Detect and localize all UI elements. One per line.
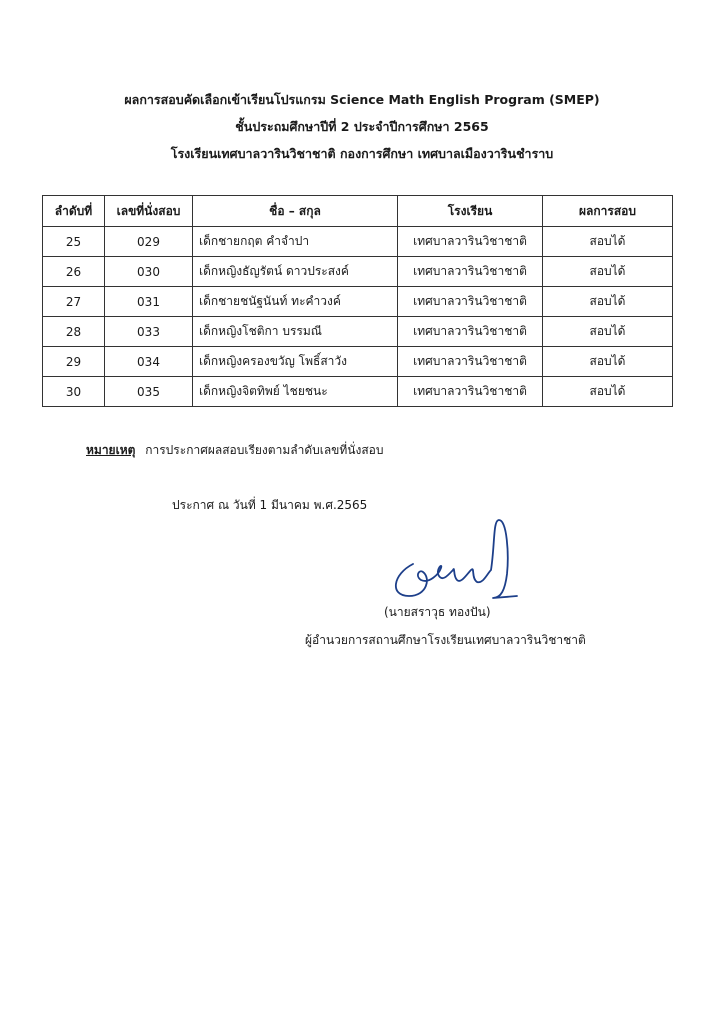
signature-image	[383, 514, 533, 606]
cell-school: เทศบาลวารินวิชาชาติ	[398, 317, 543, 347]
cell-school: เทศบาลวารินวิชาชาติ	[398, 347, 543, 377]
cell-order: 26	[43, 257, 105, 287]
table-row	[43, 317, 673, 347]
cell-result: สอบได้	[543, 377, 673, 407]
cell-seat: 033	[105, 317, 193, 347]
cell-name: เด็กหญิงครองขวัญ โพธิ์สาวัง	[193, 347, 398, 377]
cell-seat: 030	[105, 257, 193, 287]
remark	[86, 441, 384, 460]
table-row	[43, 287, 673, 317]
signer-name: (นายสราวุธ ทองปัน)	[384, 605, 491, 619]
results-table	[42, 195, 673, 407]
cell-seat: 031	[105, 287, 193, 317]
column-header-order: ลำดับที่	[43, 196, 105, 227]
cell-seat: 034	[105, 347, 193, 377]
header-title-line: ผลการสอบคัดเลือกเข้าเรียนโปรแกรม Science Math English Program (SMEP)	[124, 92, 600, 107]
cell-seat: 029	[105, 227, 193, 257]
cell-order: 30	[43, 377, 105, 407]
cell-order: 27	[43, 287, 105, 317]
signer-title: ผู้อำนวยการสถานศึกษาโรงเรียนเทศบาลวารินวิชาชาติ	[305, 633, 586, 647]
table-header-row	[43, 196, 673, 227]
column-header-name: ชื่อ – สกุล	[193, 196, 398, 227]
cell-result: สอบได้	[543, 317, 673, 347]
cell-seat: 035	[105, 377, 193, 407]
announcement-date: ประกาศ ณ วันที่ 1 มีนาคม พ.ศ.2565	[172, 498, 368, 512]
cell-name: เด็กชายชนัฐนันท์ ทะคำวงค์	[193, 287, 398, 317]
cell-result: สอบได้	[543, 287, 673, 317]
cell-order: 25	[43, 227, 105, 257]
table-row	[43, 347, 673, 377]
column-header-seat: เลขที่นั่งสอบ	[105, 196, 193, 227]
cell-name: เด็กหญิงจิตทิพย์ ไชยชนะ	[193, 377, 398, 407]
cell-order: 29	[43, 347, 105, 377]
cell-school: เทศบาลวารินวิชาชาติ	[398, 227, 543, 257]
remark-label: หมายเหตุ	[86, 443, 136, 457]
cell-order: 28	[43, 317, 105, 347]
table-row	[43, 257, 673, 287]
cell-result: สอบได้	[543, 227, 673, 257]
table-row	[43, 227, 673, 257]
cell-result: สอบได้	[543, 347, 673, 377]
cell-school: เทศบาลวารินวิชาชาติ	[398, 257, 543, 287]
cell-name: เด็กหญิงโชติกา บรรมณี	[193, 317, 398, 347]
cell-school: เทศบาลวารินวิชาชาติ	[398, 377, 543, 407]
cell-name: เด็กชายกฤต คำจำปา	[193, 227, 398, 257]
column-header-school: โรงเรียน	[398, 196, 543, 227]
cell-school: เทศบาลวารินวิชาชาติ	[398, 287, 543, 317]
header-school-line: โรงเรียนเทศบาลวารินวิชาชาติ กองการศึกษา เทศบาลเมืองวารินชำราบ	[170, 146, 554, 161]
cell-name: เด็กหญิงธัญรัตน์ ดาวประสงค์	[193, 257, 398, 287]
cell-result: สอบได้	[543, 257, 673, 287]
remark-text: การประกาศผลสอบเรียงตามลำดับเลขที่นั่งสอบ	[145, 443, 384, 457]
table-row	[43, 377, 673, 407]
header-grade-line: ชั้นประถมศึกษาปีที่ 2 ประจำปีการศึกษา 2565	[235, 119, 489, 134]
document-header	[0, 86, 724, 167]
column-header-result: ผลการสอบ	[543, 196, 673, 227]
signature-stroke	[396, 520, 517, 598]
